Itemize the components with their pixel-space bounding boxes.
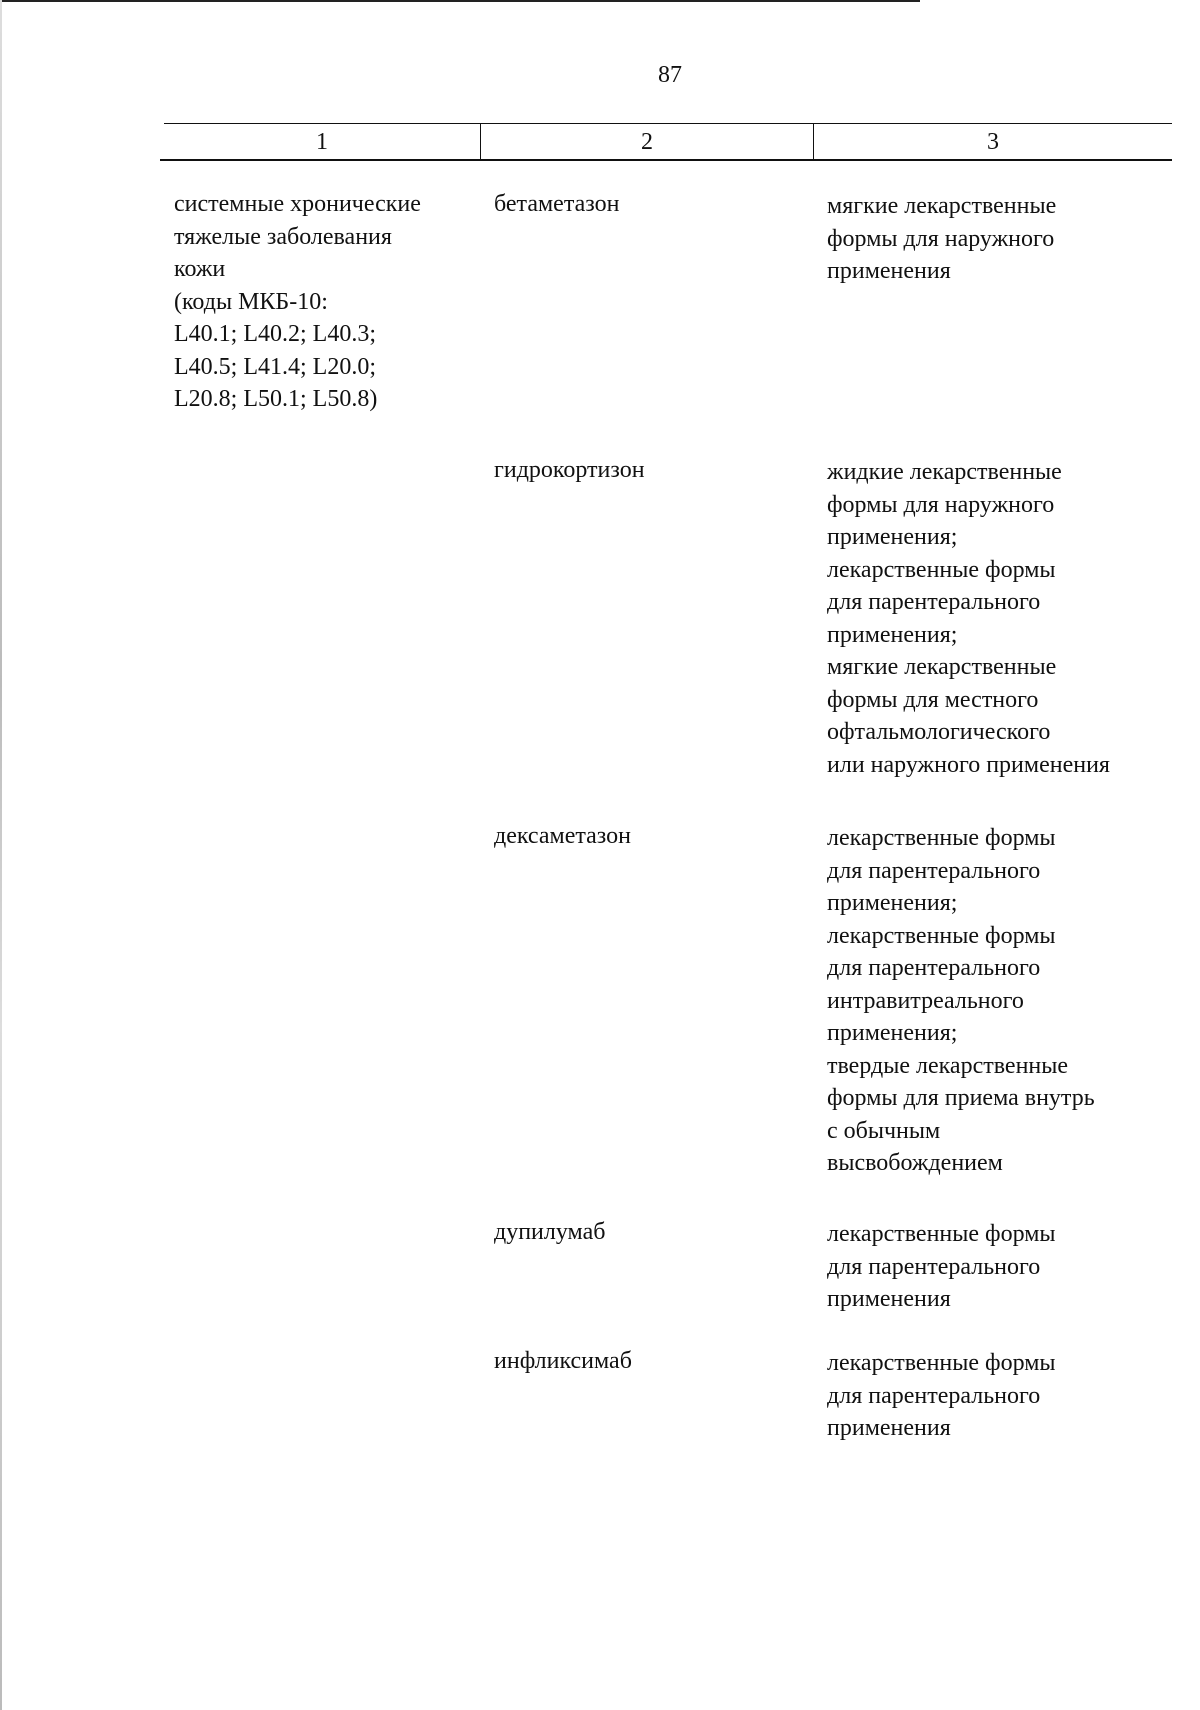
header-top-rule (164, 123, 1172, 124)
header-column-1: 1 (316, 129, 328, 155)
scan-top-edge-line (0, 0, 920, 2)
drug-name: дексаметазон (494, 823, 631, 849)
drug-name: дупилумаб (494, 1219, 606, 1245)
drug-name: бетаметазон (494, 191, 620, 217)
header-bottom-rule (160, 159, 1172, 161)
drug-name: инфликсимаб (494, 1348, 632, 1374)
dosage-forms: лекарственные формы для парентерального применения (827, 1221, 1056, 1312)
header-column-2: 2 (641, 129, 653, 155)
dosage-forms: мягкие лекарственные формы для наружного применения (827, 193, 1057, 284)
page-number: 87 (658, 62, 682, 88)
disease-cell: системные хронические тяжелые заболевания кожи (коды МКБ-10: L40.1; L40.2; L40.3; L40.5; L41.4; L20.0; L20.8; L50.1; L50.8) (174, 191, 421, 412)
scan-left-edge (0, 0, 2, 1710)
header-column-3: 3 (987, 129, 999, 155)
dosage-forms: лекарственные формы для парентерального применения; лекарственные формы для парентерального интравитреального применения; твердые лекарственные формы для приема внутрь с обычным высвобождением (827, 825, 1095, 1176)
dosage-forms: лекарственные формы для парентерального применения (827, 1350, 1056, 1441)
dosage-forms: жидкие лекарственные формы для наружного применения; лекарственные формы для парентерального применения; мягкие лекарственные формы для местного офтальмологического или наружного применения (827, 459, 1110, 778)
drug-name: гидрокортизон (494, 457, 645, 483)
